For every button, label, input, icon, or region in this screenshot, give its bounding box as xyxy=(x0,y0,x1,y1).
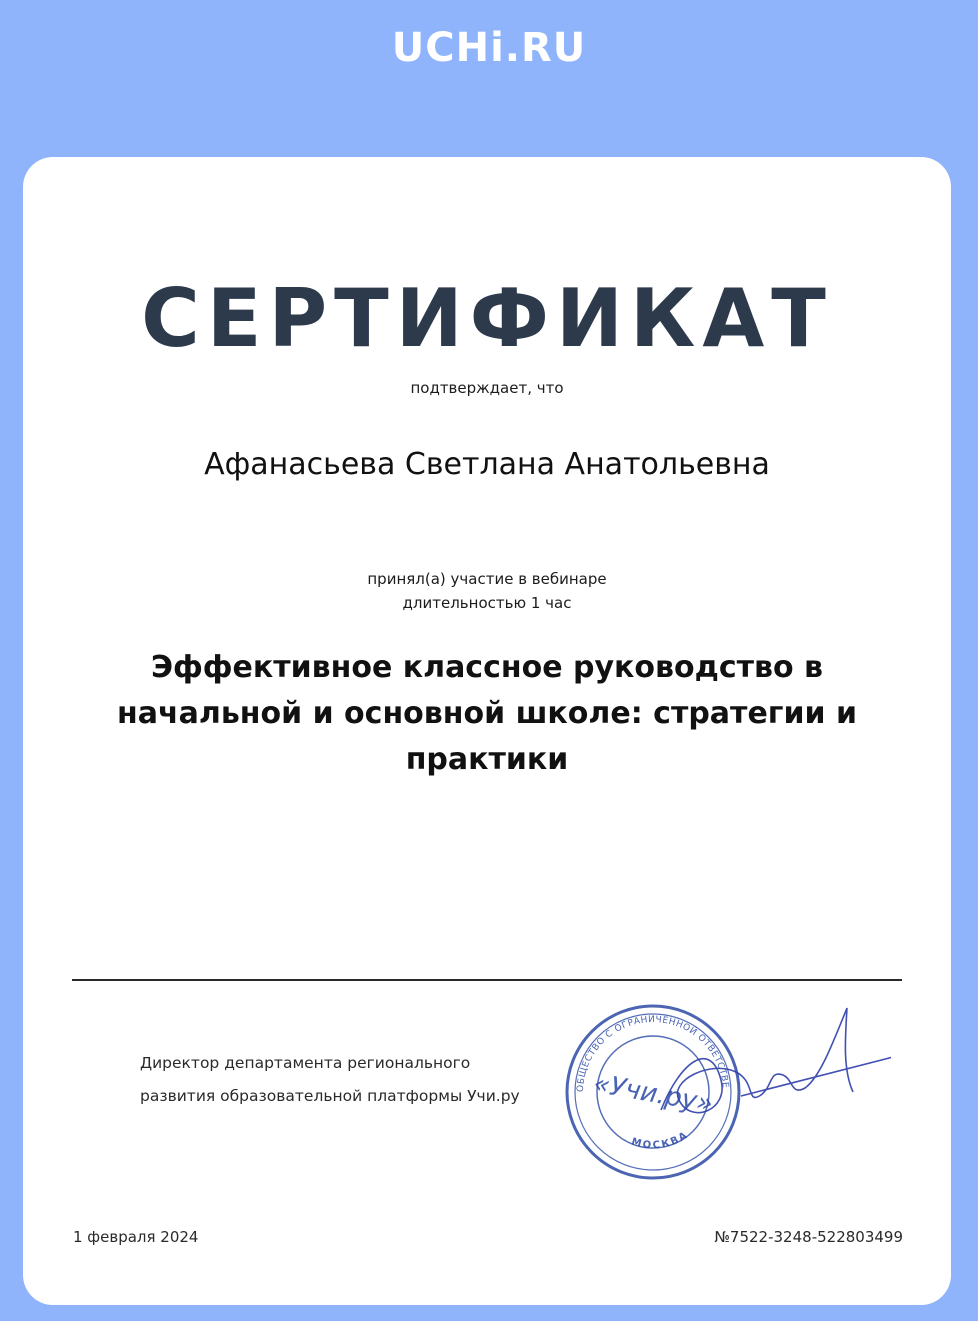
stamp-center-text: «Учи.ру» xyxy=(591,1068,716,1120)
stamp-and-signature xyxy=(561,1000,891,1185)
uchi-ru-logo: UCHi.RU xyxy=(391,25,587,71)
signer-line-2: развития образовательной платформы Учи.ру xyxy=(140,1087,520,1105)
signer-line-1: Директор департамента регионального xyxy=(140,1054,471,1072)
participation-line-2: длительностью 1 час xyxy=(402,594,572,612)
stamp-ring-text: ОБЩЕСТВО С ОГРАНИЧЕННОЙ ОТВЕТСТВЕ xyxy=(575,1014,730,1093)
stamp-icon xyxy=(561,1000,891,1185)
recipient-name: Афанасьева Светлана Анатольевна xyxy=(204,447,770,482)
certificate-card xyxy=(23,157,951,1305)
certificate-title: СЕРТИФИКАТ xyxy=(141,272,833,365)
confirms-text: подтверждает, что xyxy=(410,379,564,397)
participation-text xyxy=(23,567,951,615)
webinar-title: Эффективное классное руководство в начальной и основной школе: стратегии и практики xyxy=(117,650,857,777)
signer-title xyxy=(140,1047,560,1113)
divider xyxy=(72,979,902,981)
participation-line-1: принял(а) участие в вебинаре xyxy=(367,570,607,588)
svg-text:МОСКВА xyxy=(630,1129,691,1151)
stamp-city: МОСКВА xyxy=(630,1129,691,1152)
certificate-number: №7522-3248-522803499 xyxy=(714,1228,903,1246)
issue-date: 1 февраля 2024 xyxy=(73,1228,199,1246)
